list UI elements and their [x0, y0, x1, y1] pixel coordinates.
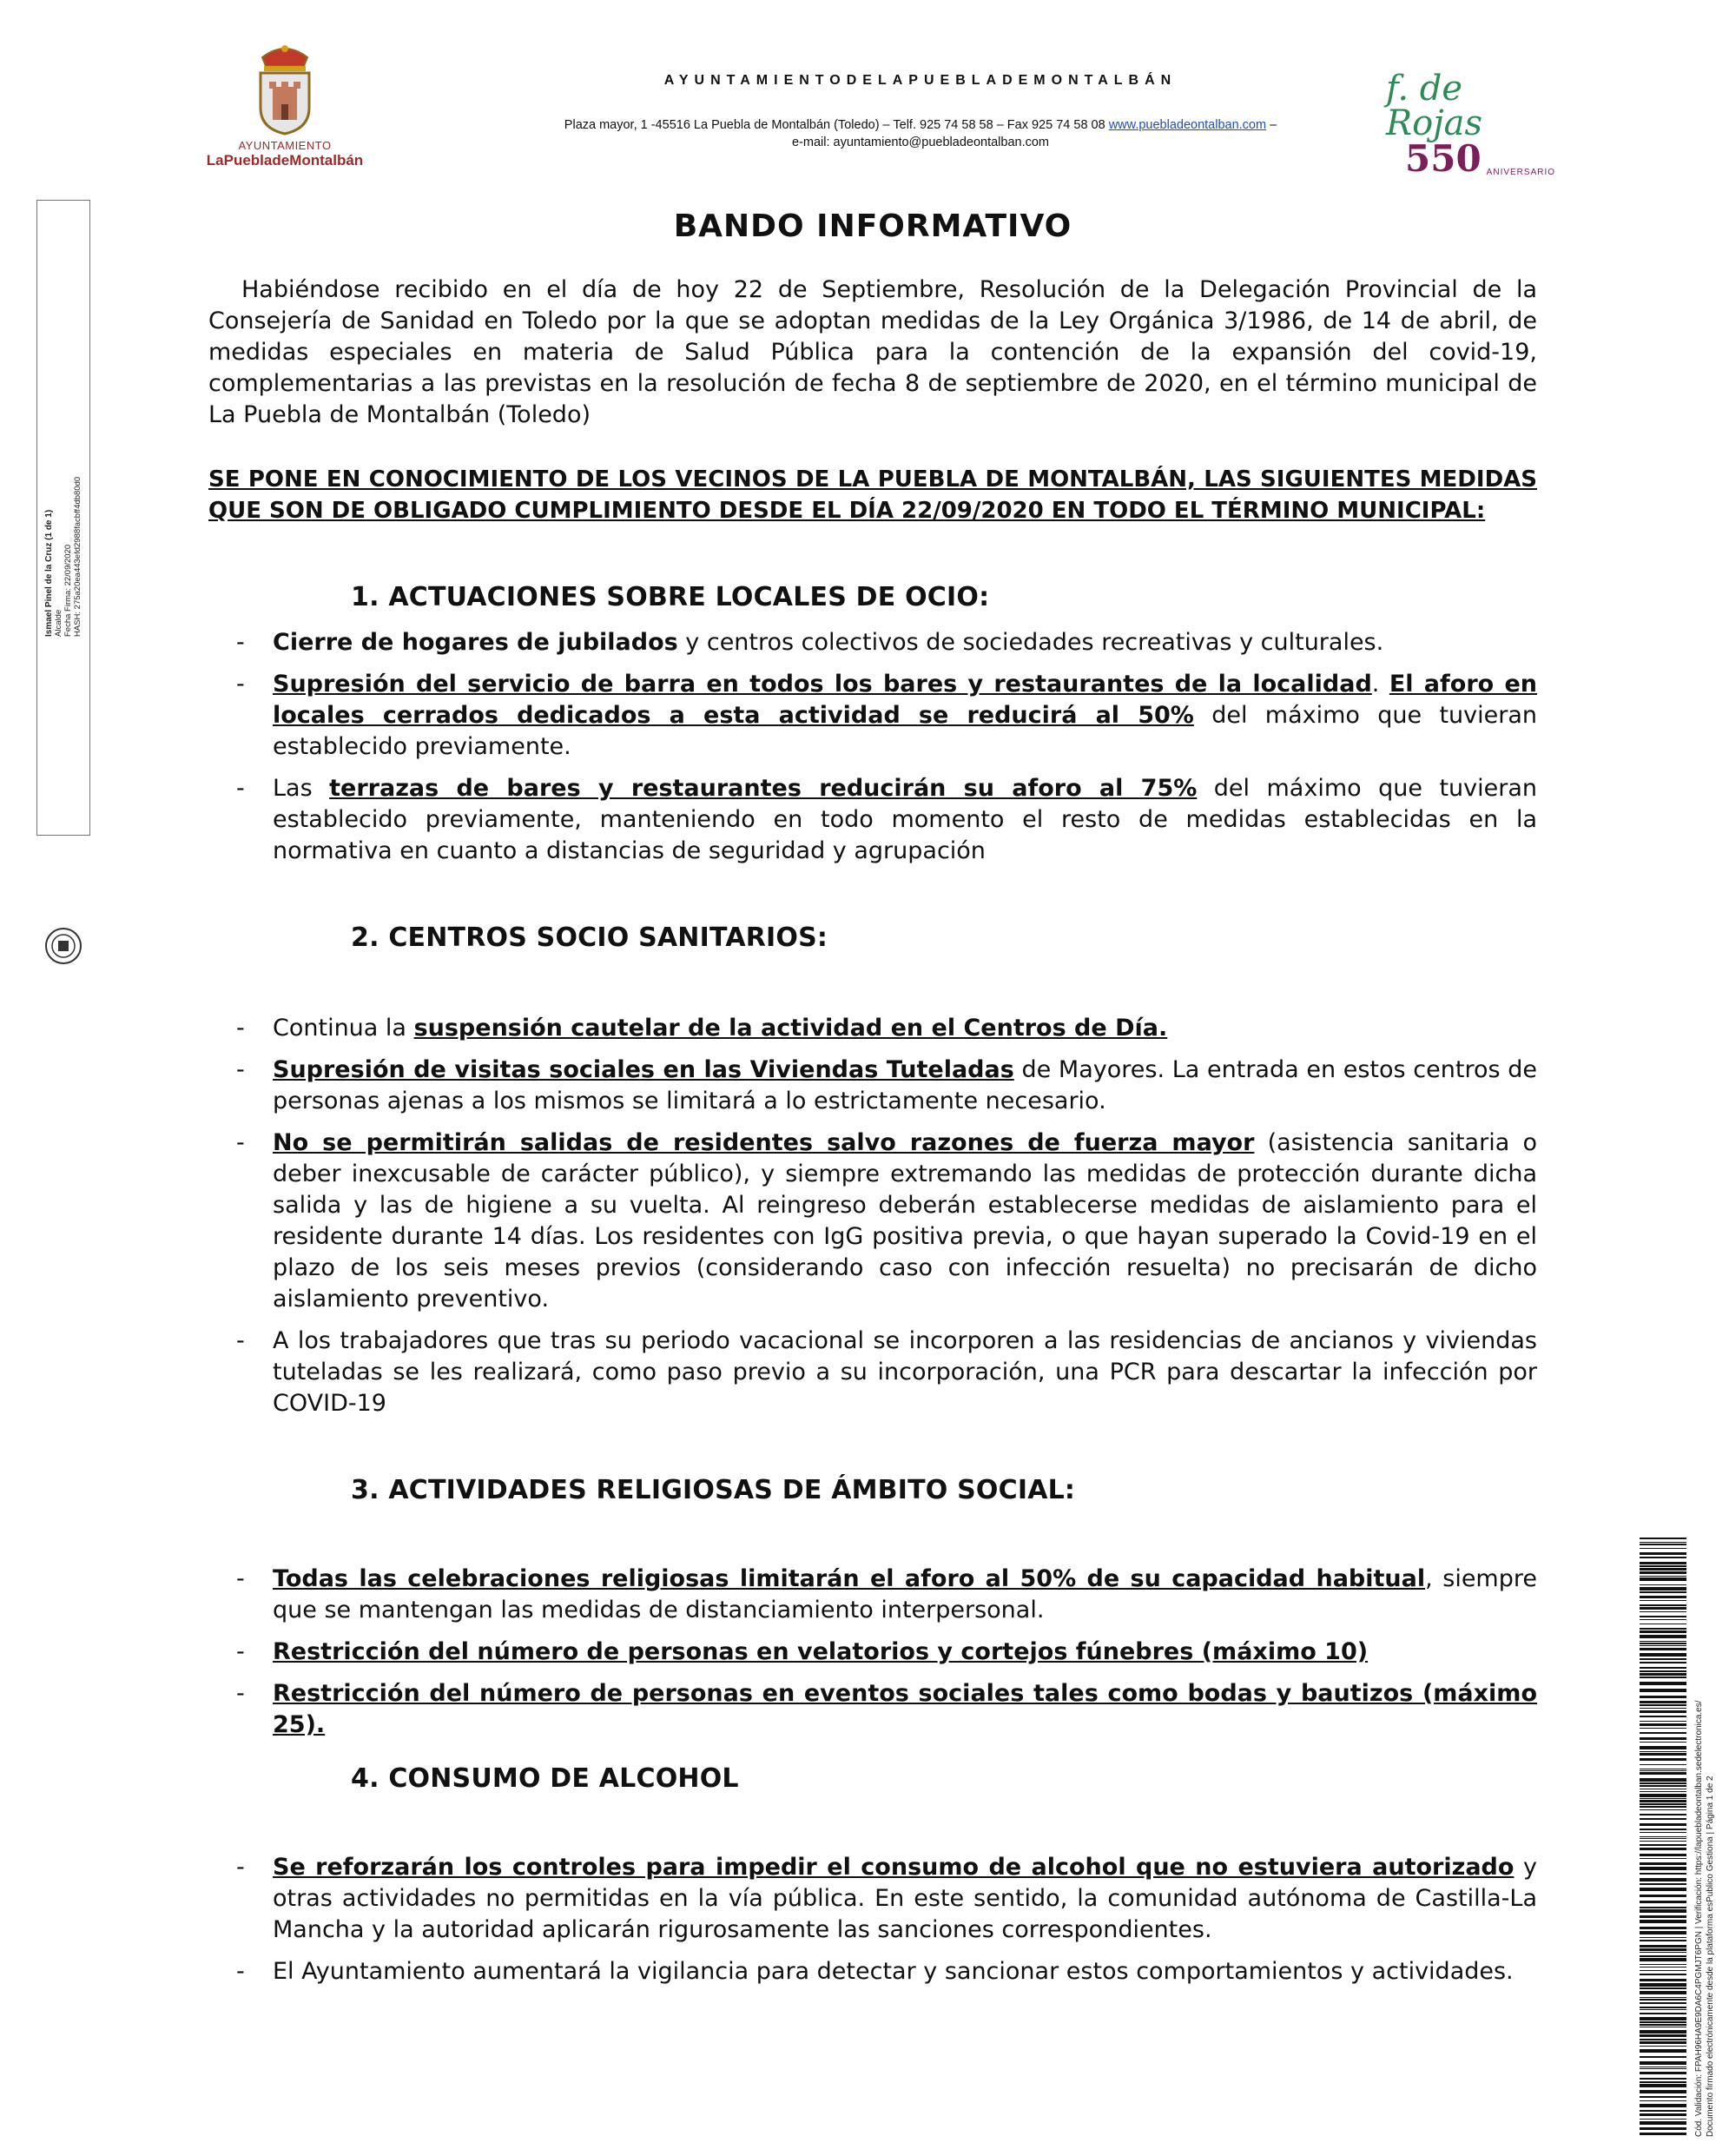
- anniversary-label: ANIVERSARIO: [1486, 168, 1556, 177]
- list-item: - Se reforzarán los controles para impedir el consumo de alcohol que no estuviera autorizado y otras actividades no permitidas en la vía pública. En este sentido, la comunidad autónoma de Castilla-La Mancha y la autoridad aplicarán rigurosamente las sanciones correspondientes.: [236, 1854, 1538, 1943]
- list-item: - Restricción del número de personas en eventos sociales tales como bodas y bautizos (máximo 25).: [236, 1680, 1537, 1738]
- barcode-bar: [1640, 1662, 1686, 1663]
- barcode-bar: [1640, 2100, 1686, 2101]
- barcode-bar: [1640, 2127, 1686, 2130]
- barcode-bar: [1640, 1611, 1686, 1612]
- signature-box: [36, 200, 90, 836]
- platform-note: Documento firmado electrónicamente desde la plataforma esPublico Gestiona | Página 1 de 2: [1706, 1776, 1715, 2137]
- list-item: - Todas las celebraciones religiosas limitarán el aforo al 50% de su capacidad habitual, siempre que se mantengan las medidas de distanciamiento interpersonal.: [236, 1565, 1537, 1624]
- municipal-logo: [198, 38, 372, 177]
- barcode-bar: [1640, 1562, 1686, 1564]
- barcode-bar: [1640, 1653, 1686, 1657]
- barcode-bar: [1640, 1708, 1686, 1709]
- barcode-bar: [1640, 1753, 1686, 1756]
- barcode-bar: [1640, 2081, 1686, 2083]
- barcode-bar: [1640, 1577, 1686, 1581]
- barcode-bar: [1640, 1728, 1686, 1729]
- barcode-bar: [1640, 1931, 1686, 1934]
- barcode-bar: [1640, 1803, 1686, 1805]
- section-3-list: [236, 1564, 1537, 1751]
- barcode-bar: [1640, 1758, 1686, 1761]
- website-link[interactable]: www.puebladeontalban.com: [1108, 118, 1267, 132]
- barcode-bar: [1640, 1648, 1686, 1650]
- barcode-bar: [1640, 1548, 1686, 1549]
- list-item: - Cierre de hogares de jubilados y centros colectivos de sociedades recreativas y culturales.: [236, 629, 1384, 656]
- barcode-bar: [1640, 1742, 1686, 1743]
- page-title: BANDO INFORMATIVO: [673, 208, 1072, 244]
- barcode-icon: [1640, 1538, 1686, 2137]
- barcode-bar: [1640, 1607, 1686, 1610]
- intro-text: Habiéndose recibido en el día de hoy 22 de Septiembre, Resolución de la Delegación Provincial de la Consejería de Sanidad en Toledo por la que se adoptan medidas de la Ley Orgánica 3/1986, de 14 de abril, de medidas especiales en materia de Salud Pública para la contención de la expansión del covid-19, complementarias a las previstas en la resolución de fecha 8 de septiembre de 2020, en el término municipal de La Puebla de Montalbán (Toledo): [208, 276, 1537, 428]
- barcode-bar: [1640, 1854, 1686, 1856]
- barcode-bar: [1640, 1619, 1686, 1620]
- barcode-bar: [1640, 1673, 1686, 1676]
- barcode-bar: [1640, 1571, 1686, 1574]
- barcode-bar: [1640, 1867, 1686, 1870]
- barcode-bar: [1640, 1701, 1686, 1703]
- barcode-bar: [1640, 2009, 1686, 2010]
- barcode-bar: [1640, 1940, 1686, 1941]
- contact-block: [486, 116, 1355, 151]
- barcode-bar: [1640, 2002, 1686, 2004]
- barcode-bar: [1640, 1987, 1686, 1989]
- barcode-bar: [1640, 1628, 1686, 1630]
- notice-paragraph: SE PONE EN CONOCIMIENTO DE LOS VECINOS DE LA PUEBLA DE MONTALBÁN, LAS SIGUIENTES MEDIDAS QUE SON DE OBLIGADO CUMPLIMIENTO DESDE EL DÍA 22/09/2020 EN TODO EL TÉRMINO MUNICIPAL:: [208, 466, 1537, 524]
- barcode-caption: [1693, 1538, 1725, 2137]
- barcode-bar: [1640, 1806, 1686, 1808]
- barcode-bar: [1640, 1915, 1686, 1918]
- barcode-bar: [1640, 1937, 1686, 1938]
- barcode-bar: [1640, 1576, 1686, 1577]
- barcode-bar: [1640, 1794, 1686, 1797]
- list-item: - Supresión de visitas sociales en las Viviendas Tuteladas de Mayores. La entrada en estos centros de personas ajenas a los mismos se limitará a lo estrictamente necesario.: [236, 1056, 1537, 1114]
- barcode-bar: [1640, 1604, 1686, 1606]
- barcode-bar: [1640, 1948, 1686, 1951]
- barcode-bar: [1640, 1991, 1686, 1994]
- barcode-bar: [1640, 1873, 1686, 1875]
- signer-name: Ismael Pinel de la Cruz (1 de 1): [44, 509, 54, 637]
- barcode-bar: [1640, 1723, 1686, 1726]
- barcode-bar: [1640, 1964, 1686, 1965]
- barcode-bar: [1640, 1689, 1686, 1692]
- section-1-list: [236, 627, 1537, 877]
- section-4-heading: 4. CONSUMO DE ALCOHOL: [351, 1763, 739, 1794]
- barcode-bar: [1640, 2072, 1686, 2074]
- barcode-bar: [1640, 1823, 1686, 1826]
- logo-line-2: LaPuebladeMontalbán: [206, 152, 364, 169]
- list-item: - Supresión del servicio de barra en todos los bares y restaurantes de la localidad. El aforo en locales cerrados dedicados a esta actividad se reducirá al 50% del máximo que tuvieran establecido previamente.: [236, 671, 1538, 760]
- barcode-bar: [1640, 1997, 1686, 1998]
- barcode-bar: [1640, 1764, 1686, 1765]
- section-4-list: [236, 1852, 1537, 1998]
- barcode-bar: [1640, 1544, 1686, 1545]
- barcode-bar: [1640, 2034, 1686, 2037]
- barcode-bar: [1640, 1829, 1686, 1830]
- barcode-bar: [1640, 1848, 1686, 1850]
- email-line: e-mail: ayuntamiento@puebladeontalban.com: [791, 136, 1050, 149]
- list-item: - Restricción del número de personas en velatorios y cortejos fúnebres (máximo 10): [236, 1638, 1369, 1665]
- barcode-bar: [1640, 1737, 1686, 1740]
- barcode-bar: [1640, 2046, 1686, 2047]
- list-item: - El Ayuntamiento aumentará la vigilancia para detectar y sancionar estos comportamientos y actividades.: [236, 1958, 1514, 1985]
- barcode-bar: [1640, 1878, 1686, 1882]
- barcode-bar: [1640, 1895, 1686, 1897]
- signature-text: [44, 376, 82, 637]
- org-title: AYUNTAMIENTODELAPUEBLADEMONTALBÁN: [663, 73, 1178, 88]
- barcode-bar: [1640, 1670, 1686, 1672]
- barcode-bar: [1640, 1596, 1686, 1598]
- barcode-bar: [1640, 1751, 1686, 1752]
- barcode-bar: [1640, 2049, 1686, 2053]
- anniversary-logo: [1386, 69, 1556, 180]
- barcode-bar: [1640, 1721, 1686, 1722]
- barcode-bar: [1640, 1772, 1686, 1775]
- barcode-bar: [1640, 2078, 1686, 2080]
- barcode-bar: [1640, 2017, 1686, 2020]
- barcode-bar: [1640, 1841, 1686, 1842]
- coat-of-arms-icon: [250, 38, 320, 136]
- barcode-bar: [1640, 1791, 1686, 1792]
- barcode-bar: [1640, 1542, 1686, 1543]
- barcode-bar: [1640, 1584, 1686, 1585]
- barcode-bar: [1640, 1809, 1686, 1810]
- barcode-bar: [1640, 1616, 1686, 1617]
- barcode-bar: [1640, 1958, 1686, 1961]
- barcode-bar: [1640, 1658, 1686, 1660]
- barcode-bar: [1640, 1800, 1686, 1802]
- list-item: - Continua la suspensión cautelar de la actividad en el Centros de Día.: [236, 1015, 1168, 1042]
- barcode-bar: [1640, 2096, 1686, 2098]
- barcode-bar: [1640, 1643, 1686, 1644]
- barcode-bar: [1640, 2110, 1686, 2112]
- barcode-bar: [1640, 2104, 1686, 2107]
- barcode-bar: [1640, 1927, 1686, 1929]
- barcode-bar: [1640, 1955, 1686, 1957]
- logo-line-1: AYUNTAMIENTO: [238, 139, 332, 152]
- barcode-bar: [1640, 1716, 1686, 1717]
- barcode-bar: [1640, 1565, 1686, 1567]
- barcode-bar: [1640, 2113, 1686, 2116]
- barcode-bar: [1640, 2119, 1686, 2120]
- barcode-bar: [1640, 1641, 1686, 1642]
- barcode-bar: [1640, 2021, 1686, 2023]
- barcode-bar: [1640, 2007, 1686, 2008]
- barcode-bar: [1640, 1814, 1686, 1815]
- barcode-bar: [1640, 1746, 1686, 1749]
- section-2-list: [236, 1013, 1537, 1430]
- barcode-bar: [1640, 1732, 1686, 1734]
- barcode-bar: [1640, 2056, 1686, 2058]
- barcode-bar: [1640, 1645, 1686, 1646]
- barcode-bar: [1640, 1778, 1686, 1782]
- address-tail: –: [1270, 118, 1277, 132]
- anniversary-number: 550: [1405, 137, 1482, 180]
- list-item: - A los trabajadores que tras su periodo vacacional se incorporen a las residencias de ancianos y viviendas tuteladas se les realizará, como paso previo a su incorporación, una PCR para descartar la infección por COVID-19: [236, 1327, 1537, 1417]
- barcode-bar: [1640, 1983, 1686, 1987]
- section-3-heading: 3. ACTIVIDADES RELIGIOSAS DE ÁMBITO SOCIAL:: [351, 1475, 1076, 1505]
- signature-date: Fecha Firma: 22/09/2020: [63, 544, 73, 637]
- barcode-bar: [1640, 2068, 1686, 2069]
- validation-code: Cód. Validación: FPAH96HA9E9DA6C4PGMJT6PGN | Verificación: https://lapuebladeontalban.sedelectronica.es/: [1694, 1700, 1704, 2137]
- anniversary-script: f. de Rojas: [1386, 69, 1482, 143]
- barcode-bar: [1640, 2013, 1686, 2014]
- barcode-bar: [1640, 1999, 1686, 2001]
- barcode-bar: [1640, 2121, 1686, 2125]
- barcode-bar: [1640, 1901, 1686, 1903]
- barcode-bar: [1640, 1907, 1686, 1908]
- barcode-bar: [1640, 1888, 1686, 1891]
- barcode-bar: [1640, 2030, 1686, 2034]
- barcode-bar: [1640, 1667, 1686, 1669]
- barcode-bar: [1640, 1635, 1686, 1638]
- barcode-bar: [1640, 1710, 1686, 1713]
- barcode-bar: [1640, 1630, 1686, 1633]
- section-1-heading: 1. ACTUACIONES SOBRE LOCALES DE OCIO:: [351, 582, 990, 612]
- barcode-bar: [1640, 1600, 1686, 1601]
- barcode-bar: [1640, 1920, 1686, 1923]
- barcode-bar: [1640, 1832, 1686, 1833]
- barcode-bar: [1640, 2084, 1686, 2087]
- barcode-bar: [1640, 1952, 1686, 1953]
- seal-icon: [44, 927, 82, 965]
- barcode-bar: [1640, 2024, 1686, 2026]
- barcode-bar: [1640, 1568, 1686, 1571]
- barcode-bar: [1640, 2039, 1686, 2040]
- barcode-bar: [1640, 1818, 1686, 1820]
- barcode-bar: [1640, 1858, 1686, 1859]
- address-line: Plaza mayor, 1 -45516 La Puebla de Montalbán (Toledo) – Telf. 925 74 58 58 – Fax 925 74 58 08: [564, 118, 1105, 132]
- barcode-bar: [1640, 2133, 1686, 2135]
- barcode-bar: [1640, 1945, 1686, 1948]
- barcode-bar: [1640, 2041, 1686, 2044]
- barcode-bar: [1640, 1838, 1686, 1839]
- barcode-bar: [1640, 1682, 1686, 1685]
- barcode-bar: [1640, 1909, 1686, 1913]
- list-item: - Las terrazas de bares y restaurantes reducirán su aforo al 75% del máximo que tuvieran establecido previamente, manteniendo en todo momento el resto de medidas establecidas en la normativa en cuanto a distancias de seguridad y agrupación: [236, 775, 1537, 864]
- barcode-bar: [1640, 1587, 1686, 1591]
- barcode-bar: [1640, 1979, 1686, 1981]
- barcode-bar: [1640, 1782, 1686, 1784]
- barcode-bar: [1640, 1836, 1686, 1837]
- barcode-bar: [1640, 2061, 1686, 2065]
- barcode-bar: [1640, 1862, 1686, 1865]
- signature-hash: HASH: 275a20ea443efd2988facbff4db80d0: [73, 476, 82, 637]
- signer-role: Alcalde: [54, 609, 63, 637]
- barcode-bar: [1640, 1696, 1686, 1698]
- barcode-bar: [1640, 1785, 1686, 1787]
- barcode-bar: [1640, 1677, 1686, 1678]
- barcode-bar: [1640, 1770, 1686, 1771]
- section-2-heading: 2. CENTROS SOCIO SANITARIOS:: [351, 923, 828, 953]
- barcode-bar: [1640, 1798, 1686, 1799]
- barcode-bar: [1640, 1538, 1686, 1539]
- list-item: - No se permitirán salidas de residentes salvo razones de fuerza mayor (asistencia sanitaria o deber inexcusable de carácter público), y siempre extremando las medidas de protección durante dicha salida y las de higiene a su vuelta. Al reingreso deberán establecerse medidas de aislamiento para el residente durante 14 días. Los residentes con IgG positiva previa, o que hayan superado la Covid-19 en el plazo de los seis meses previos (considerando caso con infección resuelta) no precisarán de dicho aislamiento preventivo.: [236, 1129, 1537, 1313]
- barcode-bar: [1640, 1557, 1686, 1558]
- barcode-bar: [1640, 1704, 1686, 1706]
- barcode-bar: [1640, 1883, 1686, 1885]
- barcode-bar: [1640, 1844, 1686, 1846]
- barcode-bar: [1640, 1970, 1686, 1971]
- barcode-bar: [1640, 1974, 1686, 1975]
- barcode-bar: [1640, 1591, 1686, 1593]
- barcode-bar: [1640, 2090, 1686, 2093]
- barcode-bar: [1640, 1552, 1686, 1555]
- intro-paragraph: [208, 274, 1537, 431]
- barcode-bar: [1640, 1967, 1686, 1968]
